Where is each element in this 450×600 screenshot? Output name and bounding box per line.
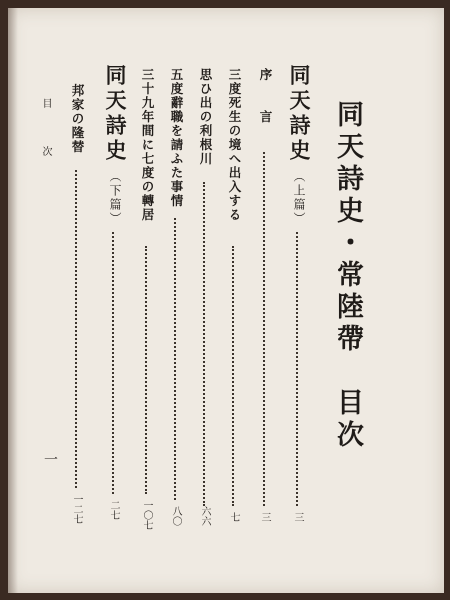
leader-dots xyxy=(263,152,265,506)
section-heading-upper: 同天詩史 xyxy=(287,64,312,164)
page-number: 八〇 xyxy=(170,506,181,526)
running-head: 目 次 xyxy=(40,98,51,162)
page-number: 二七 xyxy=(108,500,119,520)
leader-dots xyxy=(296,232,298,506)
page-number: 七 xyxy=(228,512,239,522)
leader-dots xyxy=(174,218,176,500)
page-number: 一二七 xyxy=(71,494,82,524)
leader-dots xyxy=(75,170,77,488)
page-title: 同天詩史・常陸帶 目次 xyxy=(332,100,363,452)
toc-entry-5: 邦家の隆替 xyxy=(70,84,85,154)
toc-entry-2: 思ひ出の利根川 xyxy=(198,68,213,166)
leader-dots xyxy=(232,246,234,506)
page-number: 一〇七 xyxy=(141,500,152,530)
leader-dots xyxy=(203,182,205,506)
toc-entry-3: 五度辭職を請ふた事情 xyxy=(169,68,184,208)
section-heading-lower: 同天詩史 xyxy=(103,64,128,164)
page-number: 三 xyxy=(292,512,303,522)
toc-entry-1: 三度死生の境へ出入する xyxy=(227,68,242,222)
page-number: 三 xyxy=(259,512,270,522)
section-part-lower: （下篇） xyxy=(108,170,122,226)
leader-dots xyxy=(145,246,147,494)
section-part-upper: （上篇） xyxy=(292,170,306,226)
binding-shadow xyxy=(8,8,18,593)
page-number: 六六 xyxy=(199,506,210,526)
toc-entry-4: 三十九年間に七度の轉居 xyxy=(140,68,155,222)
toc-entry-preface: 序 言 xyxy=(258,68,273,124)
folio-number: 一 xyxy=(42,452,58,466)
leader-dots xyxy=(112,232,114,494)
